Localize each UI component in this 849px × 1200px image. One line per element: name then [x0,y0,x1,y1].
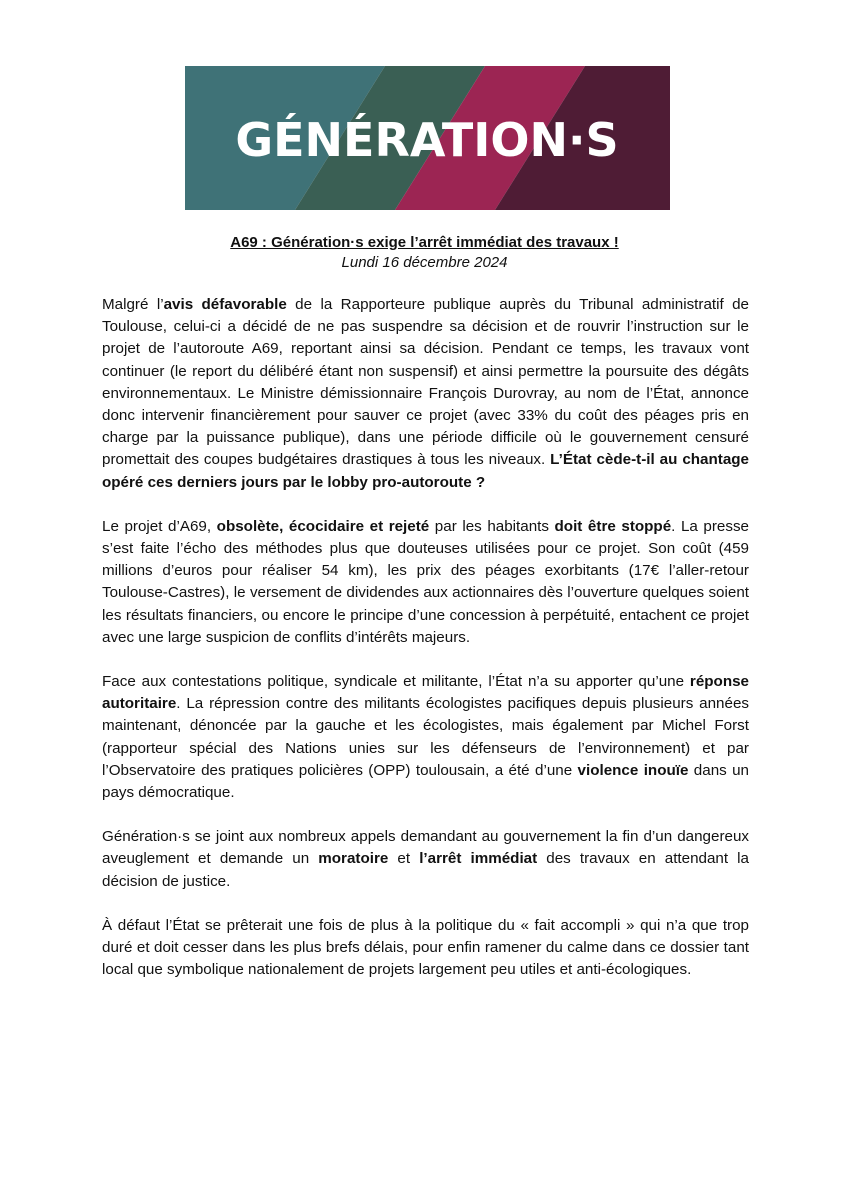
page-title: A69 : Génération·s exige l’arrêt immédiat des travaux ! [230,234,619,251]
text-run: Le projet d’A69, [102,517,217,535]
text-run: Face aux contestations politique, syndicale et militante, l’État n’a su apporter qu’une [102,673,690,691]
emphasis-reponse-autoritaire: réponse autoritaire [102,673,749,713]
text-run: . La répression contre des militants écologistes pacifiques depuis plusieurs années maintenant, dénoncée par la gauche et les écologistes, mais également par Michel Forst (rapporteur spécial des Nations unies sur les défenseurs de l’environnement) et par l’Observatoire des pratiques policières (OPP) toulousain, a été d’une [102,695,749,779]
emphasis-arret-immediat: l’arrêt immédiat [419,850,538,868]
text-run: Malgré l’ [102,296,164,313]
text-run: de la Rapporteure publique auprès du Tribunal administratif de Toulouse, celui-ci a décidé de ne pas suspendre sa décision et de rouvrir l’instruction sur le projet de l’autoroute A69, reportant ainsi sa décision. Pendant ce temps, les travaux vont continuer (le report du délibéré étant non suspensif) et ainsi permettre la poursuite des dégâts environnementaux. Le Ministre démissionnaire François Durovray, au nom de l’État, annonce donc intervenir financièrement pour sauver ce projet (avec 33% du coût des péages pris en charge par la puissance publique), dans une période difficile où le gouvernement censuré promettait des coupes budgétaires drastiques à tous les niveaux. [102,296,749,469]
paragraph-2 [102,516,749,649]
emphasis-doit-etre-stoppe: doit être stoppé [554,517,672,535]
generations-logo-text: GÉNÉRATION·S [235,113,619,167]
text-run: par les habitants [429,517,555,535]
text-run: Génération·s se joint aux nombreux appels demandant au gouvernement la fin d’un dangereux aveuglement et demande un [102,828,749,868]
paragraph-5 [102,915,749,982]
text-run: des travaux en attendant la décision de justice. [102,850,750,890]
text-run: . La presse s’est faite l’écho des méthodes plus que douteuses utilisées pour ce projet. Son coût (459 millions d’euros pour réaliser 54 km), les prix des péages exorbitants (17€ l’aller-retour Toulouse-Castres), le versement de dividendes aux actionnaires dès l’ouverture quelques soient les résultats financiers, ou encore le principe d’une concession à perpétuité, entachent ce projet avec une large suspicion de conflits d’intérêts majeurs. [102,517,749,646]
press-release-body [102,294,749,1003]
emphasis-obsolete-ecocidaire: obsolète, écocidaire et rejeté [216,517,430,535]
emphasis-avis-defavorable: avis défavorable [163,296,287,313]
text-run: et [388,850,420,868]
publication-date: Lundi 16 décembre 2024 [341,254,508,271]
emphasis-moratoire: moratoire [318,850,389,868]
paragraph-4 [102,826,749,893]
paragraph-1 [102,294,749,494]
text-run: dans un pays démocratique. [102,761,749,802]
text-run: À défaut l’État se prêterait une fois de plus à la politique du « fait accompli » qui n’a que trop duré et doit cesser dans les plus brefs délais, pour enfin ramener du calme dans ce dossier tant local que symbolique nationalement de projets largement peu utiles et anti-écologiques. [102,916,749,979]
emphasis-chantage-question: L’État cède-t-il au chantage opéré ces derniers jours par le lobby pro-autoroute ? [102,451,749,491]
generations-logo [185,66,670,210]
paragraph-3 [102,671,749,804]
emphasis-violence-inouie: violence inouïe [577,761,689,779]
generations-banner [185,66,670,210]
